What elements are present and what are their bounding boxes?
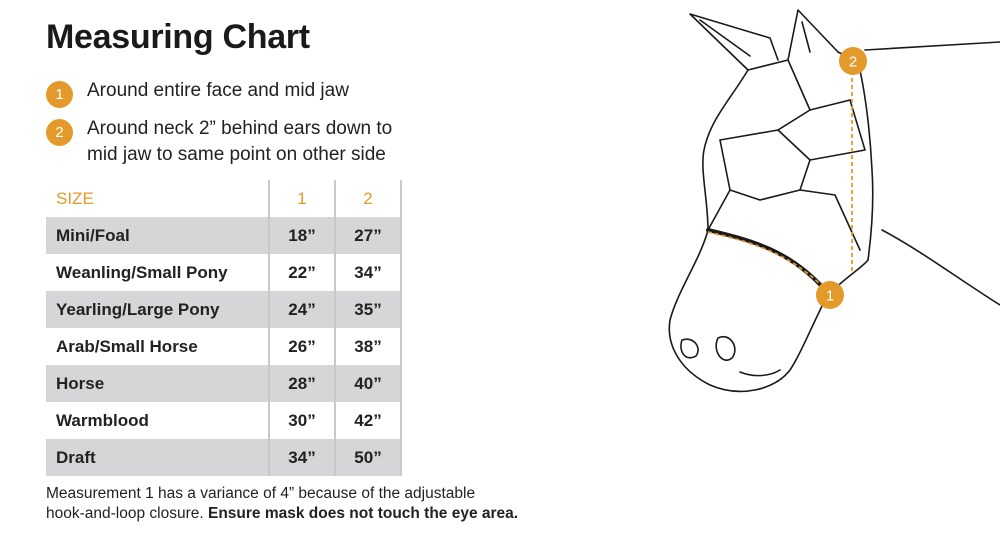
cell-measurement-1: 28” [269, 365, 335, 402]
cell-measurement-1: 24” [269, 291, 335, 328]
legend-text-2-line1: Around neck 2” behind ears down to [87, 118, 393, 139]
mask-panel-front [708, 140, 730, 230]
measurement-note [46, 484, 606, 524]
cell-size: Arab/Small Horse [46, 328, 269, 365]
cell-measurement-2: 42” [335, 402, 401, 439]
cell-measurement-1: 34” [269, 439, 335, 476]
mask-panel-top [720, 60, 810, 140]
header-measurement-1: 1 [269, 180, 335, 217]
left-ear-inner [700, 20, 750, 56]
measurement-1-path [708, 232, 828, 292]
nostril-left-icon [681, 339, 698, 358]
note-warning: Ensure mask does not touch the eye area. [208, 505, 519, 522]
neck-outline-bottom [882, 230, 1000, 305]
cell-measurement-2: 40” [335, 365, 401, 402]
table-row [46, 254, 401, 291]
cell-measurement-2: 50” [335, 439, 401, 476]
marker-2-label: 2 [848, 53, 858, 71]
cell-measurement-1: 26” [269, 328, 335, 365]
marker-1-label: 1 [825, 287, 835, 305]
note-line-1: Measurement 1 has a variance of 4” because of the adjustable [46, 485, 476, 502]
note-line-2 [46, 504, 606, 524]
marker-1 [816, 281, 844, 309]
right-ear-inner [802, 22, 810, 52]
legend-text-2-line2: mid jaw to same point on other side [87, 144, 386, 165]
mask-eye-panel [730, 130, 810, 200]
cell-size: Mini/Foal [46, 217, 269, 254]
cell-measurement-1: 22” [269, 254, 335, 291]
legend-item-2 [46, 116, 392, 168]
head-outline [669, 70, 868, 391]
mask-panel-side [810, 100, 865, 160]
neck-outline-top [865, 42, 1000, 50]
page-title: Measuring Chart [46, 18, 310, 56]
legend-text-2 [87, 116, 392, 168]
number-badge-1: 1 [46, 81, 73, 108]
cell-size: Draft [46, 439, 269, 476]
table-row [46, 291, 401, 328]
table-row [46, 217, 401, 254]
right-ear-outline [788, 10, 838, 60]
table-row [46, 439, 401, 476]
jaw-outline [838, 52, 873, 260]
legend-text-1: Around entire face and mid jaw [87, 80, 349, 101]
cell-size: Horse [46, 365, 269, 402]
cell-size: Warmblood [46, 402, 269, 439]
cell-measurement-1: 18” [269, 217, 335, 254]
cell-measurement-2: 38” [335, 328, 401, 365]
legend-item-1 [46, 78, 349, 108]
horse-head-illustration [660, 0, 1000, 400]
noseband-outline [708, 230, 825, 290]
header-size: SIZE [46, 180, 269, 217]
mouth-outline [740, 370, 780, 376]
table-header-row [46, 180, 401, 217]
table-row [46, 402, 401, 439]
cell-measurement-2: 27” [335, 217, 401, 254]
cell-measurement-1: 30” [269, 402, 335, 439]
note-line-2-text: hook-and-loop closure. [46, 505, 204, 522]
table-row [46, 328, 401, 365]
size-table [46, 180, 402, 476]
cell-size: Weanling/Small Pony [46, 254, 269, 291]
nostril-right-icon [716, 337, 735, 360]
mask-seam [800, 190, 860, 250]
cell-measurement-2: 34” [335, 254, 401, 291]
table-row [46, 365, 401, 402]
cell-measurement-2: 35” [335, 291, 401, 328]
header-measurement-2: 2 [335, 180, 401, 217]
marker-2 [839, 47, 867, 75]
cell-size: Yearling/Large Pony [46, 291, 269, 328]
number-badge-2: 2 [46, 119, 73, 146]
